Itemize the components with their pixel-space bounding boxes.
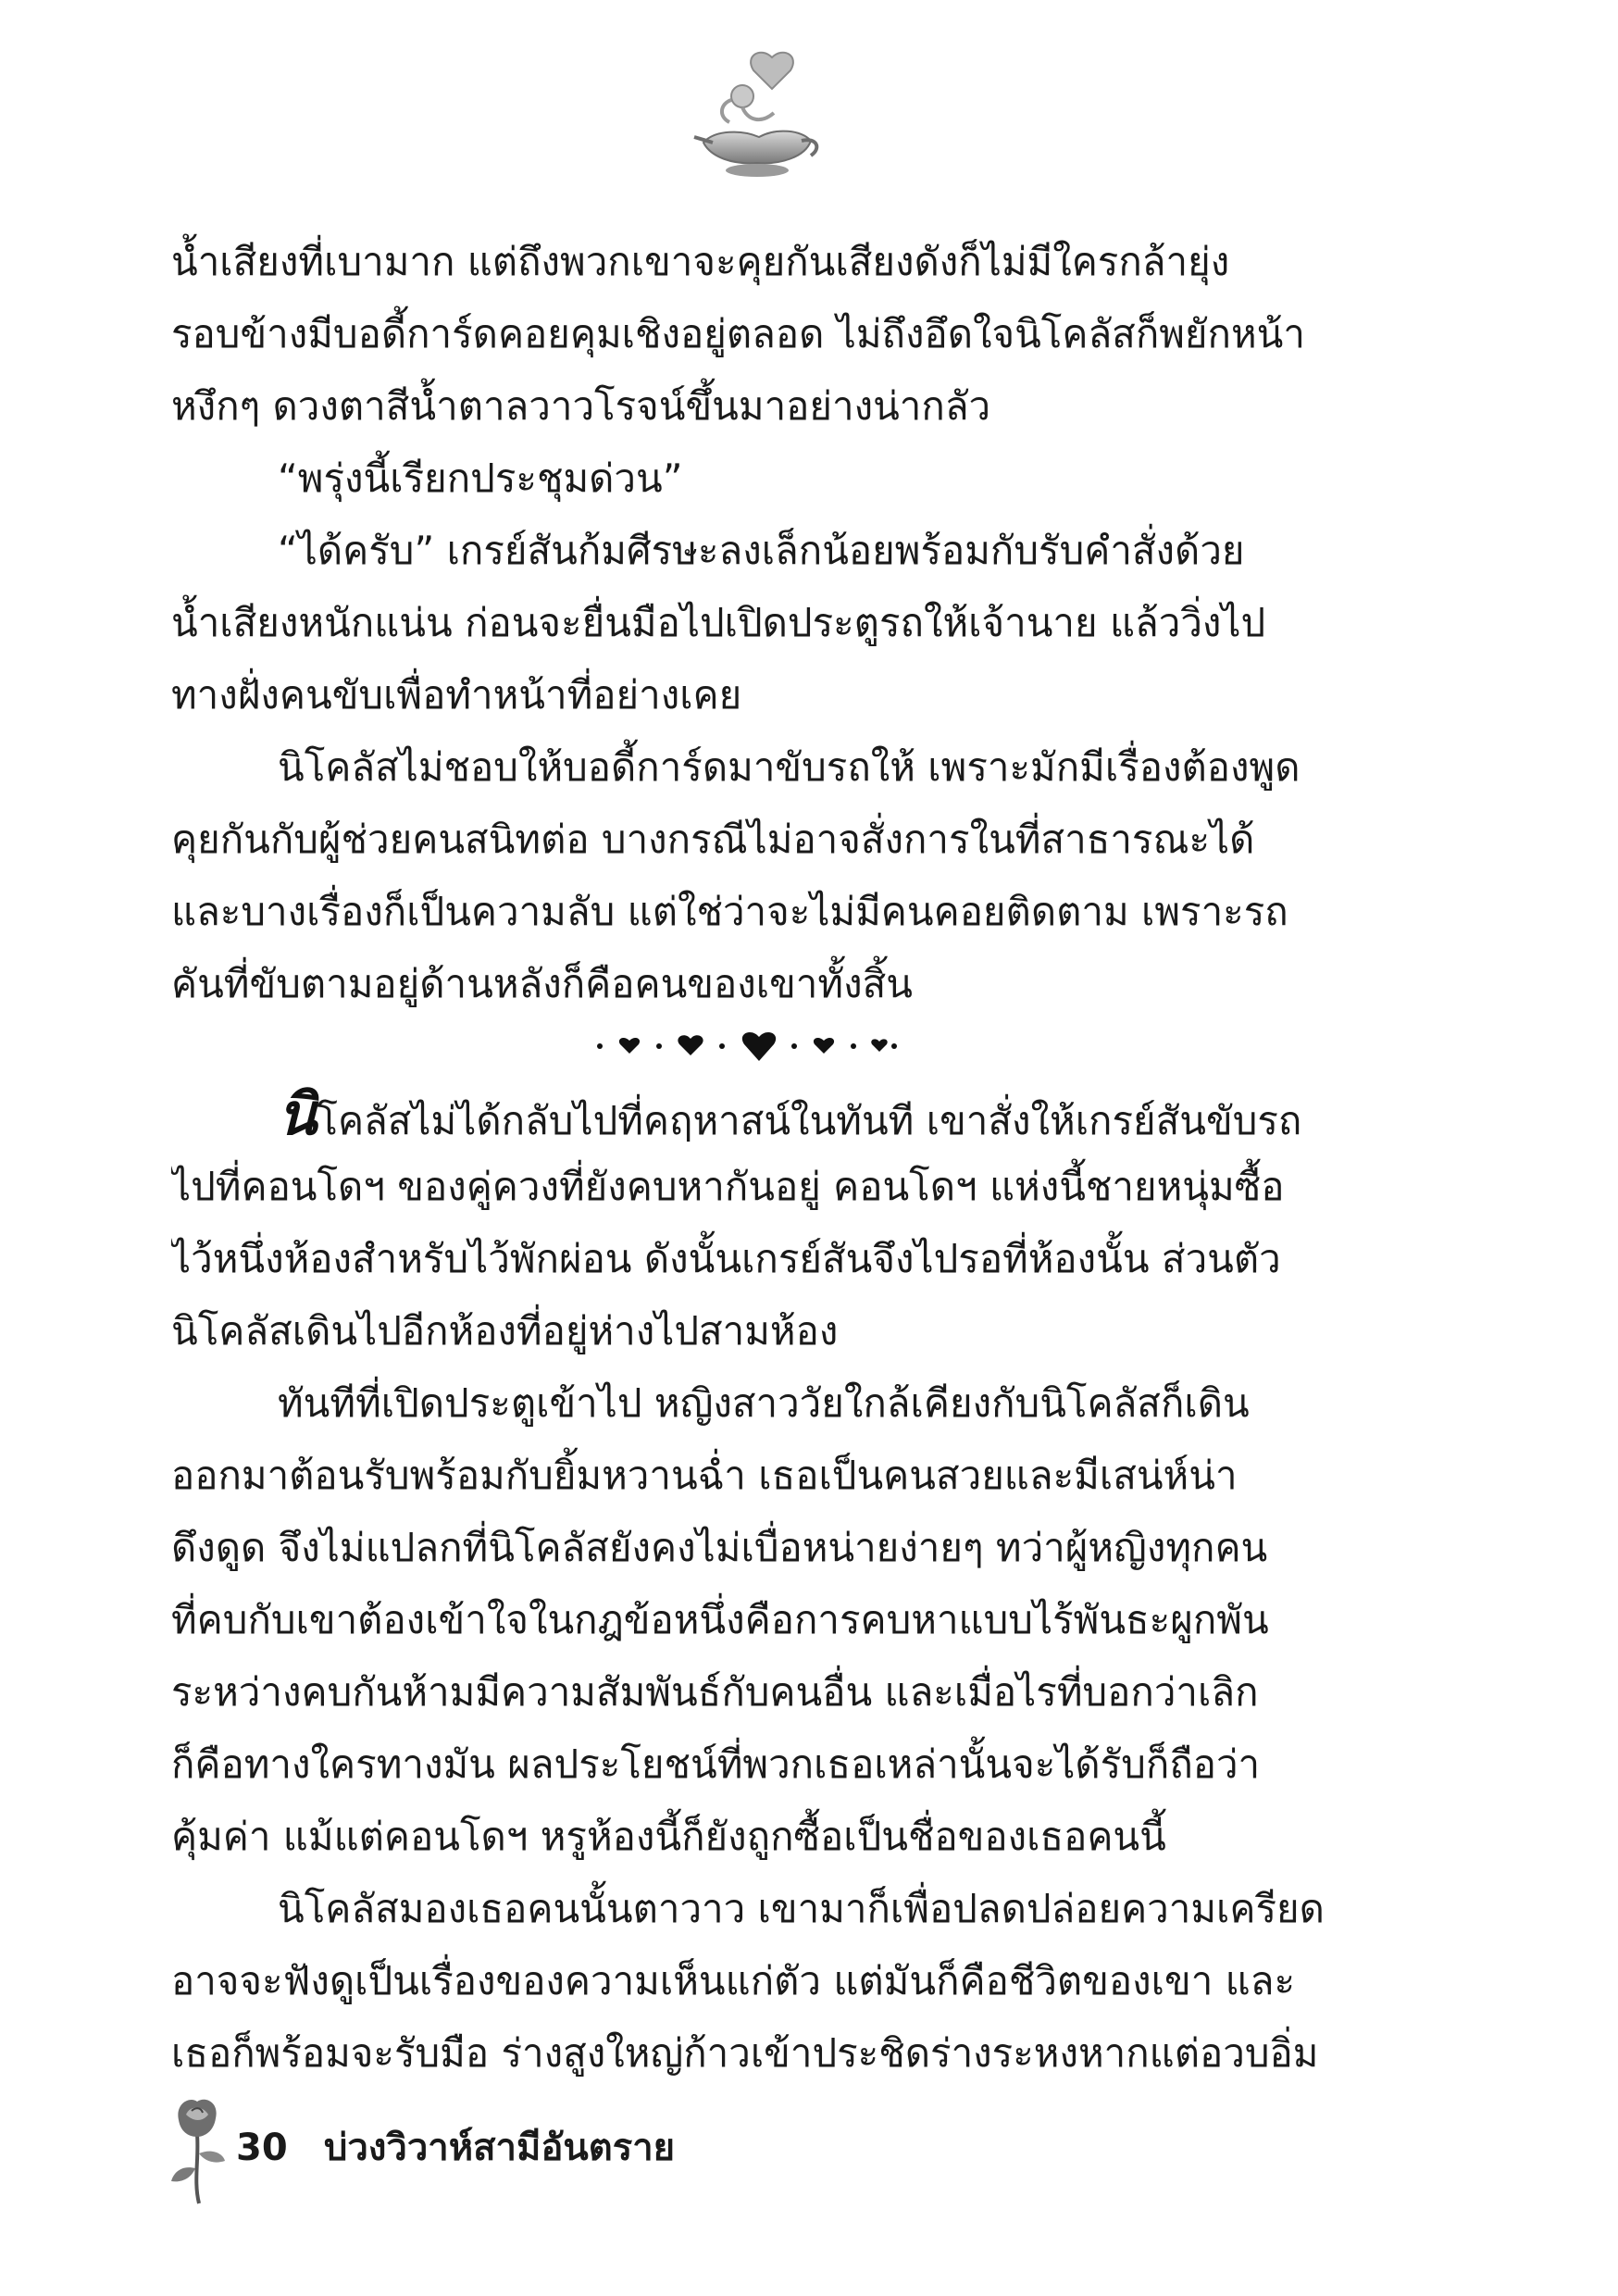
text-line: ที่คบกับเขาต้องเข้าใจในกฎข้อหนึ่งคือการคบหาแบบไร้พันธะผูกพัน [171, 1597, 1269, 1642]
text-line: ระหว่างคบกันห้ามมีความสัมพันธ์กับคนอื่น และเมื่อไรที่บอกว่าเลิก [171, 1669, 1259, 1715]
text-line: “ได้ครับ” เกรย์สันก้มศีรษะลงเล็กน้อยพร้อมกับรับคำสั่งด้วย [278, 528, 1245, 573]
text-line: ไปที่คอนโดฯ ของคู่ควงที่ยังคบหากันอยู่ คอนโดฯ แห่งนี้ชายหนุ่มซื้อ [171, 1164, 1285, 1209]
text-line-first [171, 1079, 1347, 1151]
text-line: หงึกๆ ดวงตาสีน้ำตาลวาวโรจน์ขึ้นมาอย่างน่ากลัว [171, 383, 991, 429]
rose-icon [162, 2094, 232, 2205]
drop-cap: นิ [278, 1080, 317, 1148]
text-line: คันที่ขับตามอยู่ด้านหลังก็คือคนของเขาทั้งสิ้น [171, 961, 913, 1006]
text-line: น้ำเสียงหนักแน่น ก่อนจะยื่นมือไปเปิดประตูรถให้เจ้านาย แล้ววิ่งไป [171, 600, 1266, 645]
text-line: “พรุ่งนี้เรียกประชุมด่วน” [278, 455, 683, 501]
first-line-text: โคลัสไม่ได้กลับไปที่คฤหาสน์ในทันที เขาสั่งให้เกรย์สันขับรถ [317, 1098, 1302, 1143]
text-line: และบางเรื่องก็เป็นความลับ แต่ใช่ว่าจะไม่มีคนคอยติดตาม เพราะรถ [171, 889, 1288, 934]
text-line: น้ำเสียงที่เบามาก แต่ถึงพวกเขาจะคุยกันเสียงดังก็ไม่มีใครกล้ายุ่ง [171, 239, 1230, 284]
page-footer [162, 2094, 810, 2205]
text-line: นิโคลัสเดินไปอีกห้องที่อยู่ห่างไปสามห้อง [171, 1308, 839, 1354]
text-line: ก็คือทางใครทางมัน ผลประโยชน์ที่พวกเธอเหล่านั้นจะได้รับก็ถือว่า [171, 1741, 1261, 1787]
hearts-divider-icon [592, 1024, 898, 1065]
text-line: รอบข้างมีบอดี้การ์ดคอยคุมเชิงอยู่ตลอด ไม่ถึงอึดใจนิโคลัสก็พยักหน้า [171, 311, 1305, 356]
text-line: ออกมาต้อนรับพร้อมกับยิ้มหวานฉ่ำ เธอเป็นคนสวยและมีเสน่ห์น่า [171, 1453, 1238, 1498]
text-line: ทางฝั่งคนขับเพื่อทำหน้าที่อย่างเคย [171, 672, 742, 718]
text-line: นิโคลัสมองเธอคนนั้นตาวาว เขามาก็เพื่อปลดปล่อยความเครียด [278, 1886, 1325, 1931]
lamp-heart-emblem-icon [687, 48, 826, 187]
text-line: นิโคลัสไม่ชอบให้บอดี้การ์ดมาขับรถให้ เพราะมักมีเรื่องต้องพูด [278, 744, 1301, 790]
text-line: อาจจะฟังดูเป็นเรื่องของความเห็นแก่ตัว แต่มันก็คือชีวิตของเขา และ [171, 1958, 1296, 2003]
text-line: ไว้หนึ่งห้องสำหรับไว้พักผ่อน ดังนั้นเกรย์สันจึงไปรอที่ห้องนั้น ส่วนตัว [171, 1236, 1281, 1281]
text-section-2 [171, 1079, 1347, 2090]
text-line: คุยกันกับผู้ช่วยคนสนิทต่อ บางกรณีไม่อาจสั่งการในที่สาธารณะได้ [171, 817, 1255, 862]
page-number: 30 [236, 2127, 288, 2169]
text-line: ทันทีที่เปิดประตูเข้าไป หญิงสาววัยใกล้เคียงกับนิโคลัสก็เดิน [278, 1380, 1250, 1426]
book-title: บ่วงวิวาห์สามีอันตราย [324, 2127, 676, 2169]
text-line: เธอก็พร้อมจะรับมือ ร่างสูงใหญ่ก้าวเข้าประชิดร่างระหงหากแต่อวบอิ่ม [171, 2030, 1319, 2076]
text-section-1 [171, 226, 1347, 1020]
text-line: ดึงดูด จึงไม่แปลกที่นิโคลัสยังคงไม่เบื่อหน่ายง่ายๆ ทว่าผู้หญิงทุกคน [171, 1525, 1268, 1570]
text-line: คุ้มค่า แม้แต่คอนโดฯ หรูห้องนี้ก็ยังถูกซื้อเป็นชื่อของเธอคนนี้ [171, 1814, 1166, 1859]
